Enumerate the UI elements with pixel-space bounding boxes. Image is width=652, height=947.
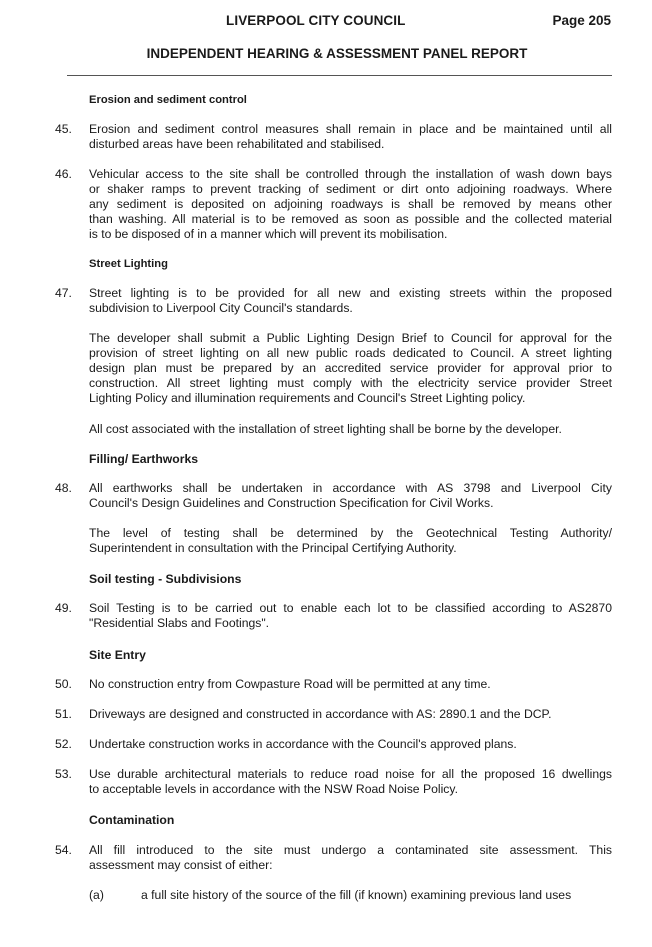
paragraph-line: Street lighting is to be provided for all new and existing streets within the proposed — [89, 286, 612, 300]
paragraph-line: Superintendent in consultation with the Principal Certifying Authority. — [89, 540, 457, 555]
paragraph-line: provision of street lighting on all new public roads dedicated to Council. A street lighting — [89, 345, 612, 360]
paragraph-45 — [89, 122, 612, 152]
item-number-54: 54. — [55, 843, 72, 857]
paragraph-line: All fill introduced to the site must undergo a contaminated site assessment. This — [89, 843, 612, 857]
item-number-46: 46. — [55, 167, 72, 181]
report-title: INDEPENDENT HEARING & ASSESSMENT PANEL REPORT — [146, 46, 528, 61]
heading-site-entry: Site Entry — [89, 648, 146, 662]
paragraph-line: to acceptable levels in accordance with the NSW Road Noise Policy. — [89, 781, 458, 796]
page-number: Page 205 — [552, 13, 611, 28]
item-number-49: 49. — [55, 601, 72, 615]
item-number-47: 47. — [55, 286, 72, 300]
paragraph-line: Lighting Policy and illumination requirements and Council's Street Lighting policy. — [89, 390, 526, 405]
sub-item-text-a: a full site history of the source of the fill (if known) examining previous land uses — [141, 888, 572, 902]
paragraph-line: assessment may consist of either: — [89, 857, 273, 872]
paragraph-48-testing — [89, 526, 612, 556]
sub-item-label-a: (a) — [89, 888, 104, 902]
paragraph-49 — [89, 601, 612, 631]
paragraph-48 — [89, 481, 612, 511]
paragraph-line: All cost associated with the installation of street lighting shall be borne by the developer. — [89, 422, 562, 436]
paragraph-53 — [89, 767, 612, 797]
paragraph-line: "Residential Slabs and Footings". — [89, 615, 270, 630]
council-name: LIVERPOOL CITY COUNCIL — [226, 13, 406, 28]
paragraph-46 — [89, 167, 612, 242]
item-number-50: 50. — [55, 677, 72, 691]
paragraph-line: Erosion and sediment control measures shall remain in place and be maintained until all — [89, 122, 612, 136]
header-rule — [67, 75, 612, 76]
item-number-53: 53. — [55, 767, 72, 781]
paragraph-51 — [89, 707, 612, 722]
paragraph-line: Vehicular access to the site shall be controlled through the installation of wash down bays — [89, 167, 612, 181]
paragraph-line: Undertake construction works in accordance with the Council's approved plans. — [89, 737, 517, 751]
paragraph-line: The developer shall submit a Public Lighting Design Brief to Council for approval for the — [89, 331, 612, 345]
paragraph-line: Driveways are designed and constructed in accordance with AS: 2890.1 and the DCP. — [89, 707, 552, 721]
heading-street-lighting: Street Lighting — [89, 258, 168, 270]
item-number-48: 48. — [55, 481, 72, 495]
item-number-45: 45. — [55, 122, 72, 136]
paragraph-50 — [89, 677, 612, 692]
item-number-52: 52. — [55, 737, 72, 751]
heading-filling-earthworks: Filling/ Earthworks — [89, 452, 199, 466]
paragraph-47-lighting-brief — [89, 331, 612, 406]
paragraph-line: The level of testing shall be determined by the Geotechnical Testing Authority/ — [89, 526, 612, 540]
paragraph-line: any sediment is deposited on adjoining roadways is shall be removed by means other — [89, 196, 612, 211]
paragraph-47 — [89, 286, 612, 316]
heading-contamination: Contamination — [89, 813, 175, 827]
paragraph-line: Use durable architectural materials to reduce road noise for all the proposed 16 dwellings — [89, 767, 612, 781]
paragraph-line: Council's Design Guidelines and Construction Specification for Civil Works. — [89, 495, 494, 510]
paragraph-line: No construction entry from Cowpasture Road will be permitted at any time. — [89, 677, 491, 691]
paragraph-54 — [89, 843, 612, 873]
paragraph-line: Soil Testing is to be carried out to enable each lot to be classified according to AS2870 — [89, 601, 612, 615]
paragraph-line: design plan must be prepared by an accredited service provider for approval prior to — [89, 360, 612, 375]
paragraph-line: is to be disposed of in a manner which will prevent its mobilisation. — [89, 226, 448, 241]
paragraph-line: or shaker ramps to prevent tracking of sediment or dirt onto adjoining roadways. Where — [89, 181, 612, 196]
paragraph-line: All earthworks shall be undertaken in accordance with AS 3798 and Liverpool City — [89, 481, 612, 495]
paragraph-52 — [89, 737, 612, 752]
paragraph-line: construction. All street lighting must comply with the electricity service provider Street — [89, 375, 612, 390]
heading-erosion: Erosion and sediment control — [89, 94, 247, 106]
heading-soil-testing: Soil testing - Subdivisions — [89, 572, 242, 586]
paragraph-line: subdivision to Liverpool City Council's standards. — [89, 300, 353, 315]
paragraph-47-cost — [89, 422, 612, 437]
paragraph-line: disturbed areas have been rehabilitated and stabilised. — [89, 136, 385, 151]
paragraph-line: than washing. All material is to be removed as soon as possible and the collected material — [89, 211, 612, 226]
item-number-51: 51. — [55, 707, 72, 721]
